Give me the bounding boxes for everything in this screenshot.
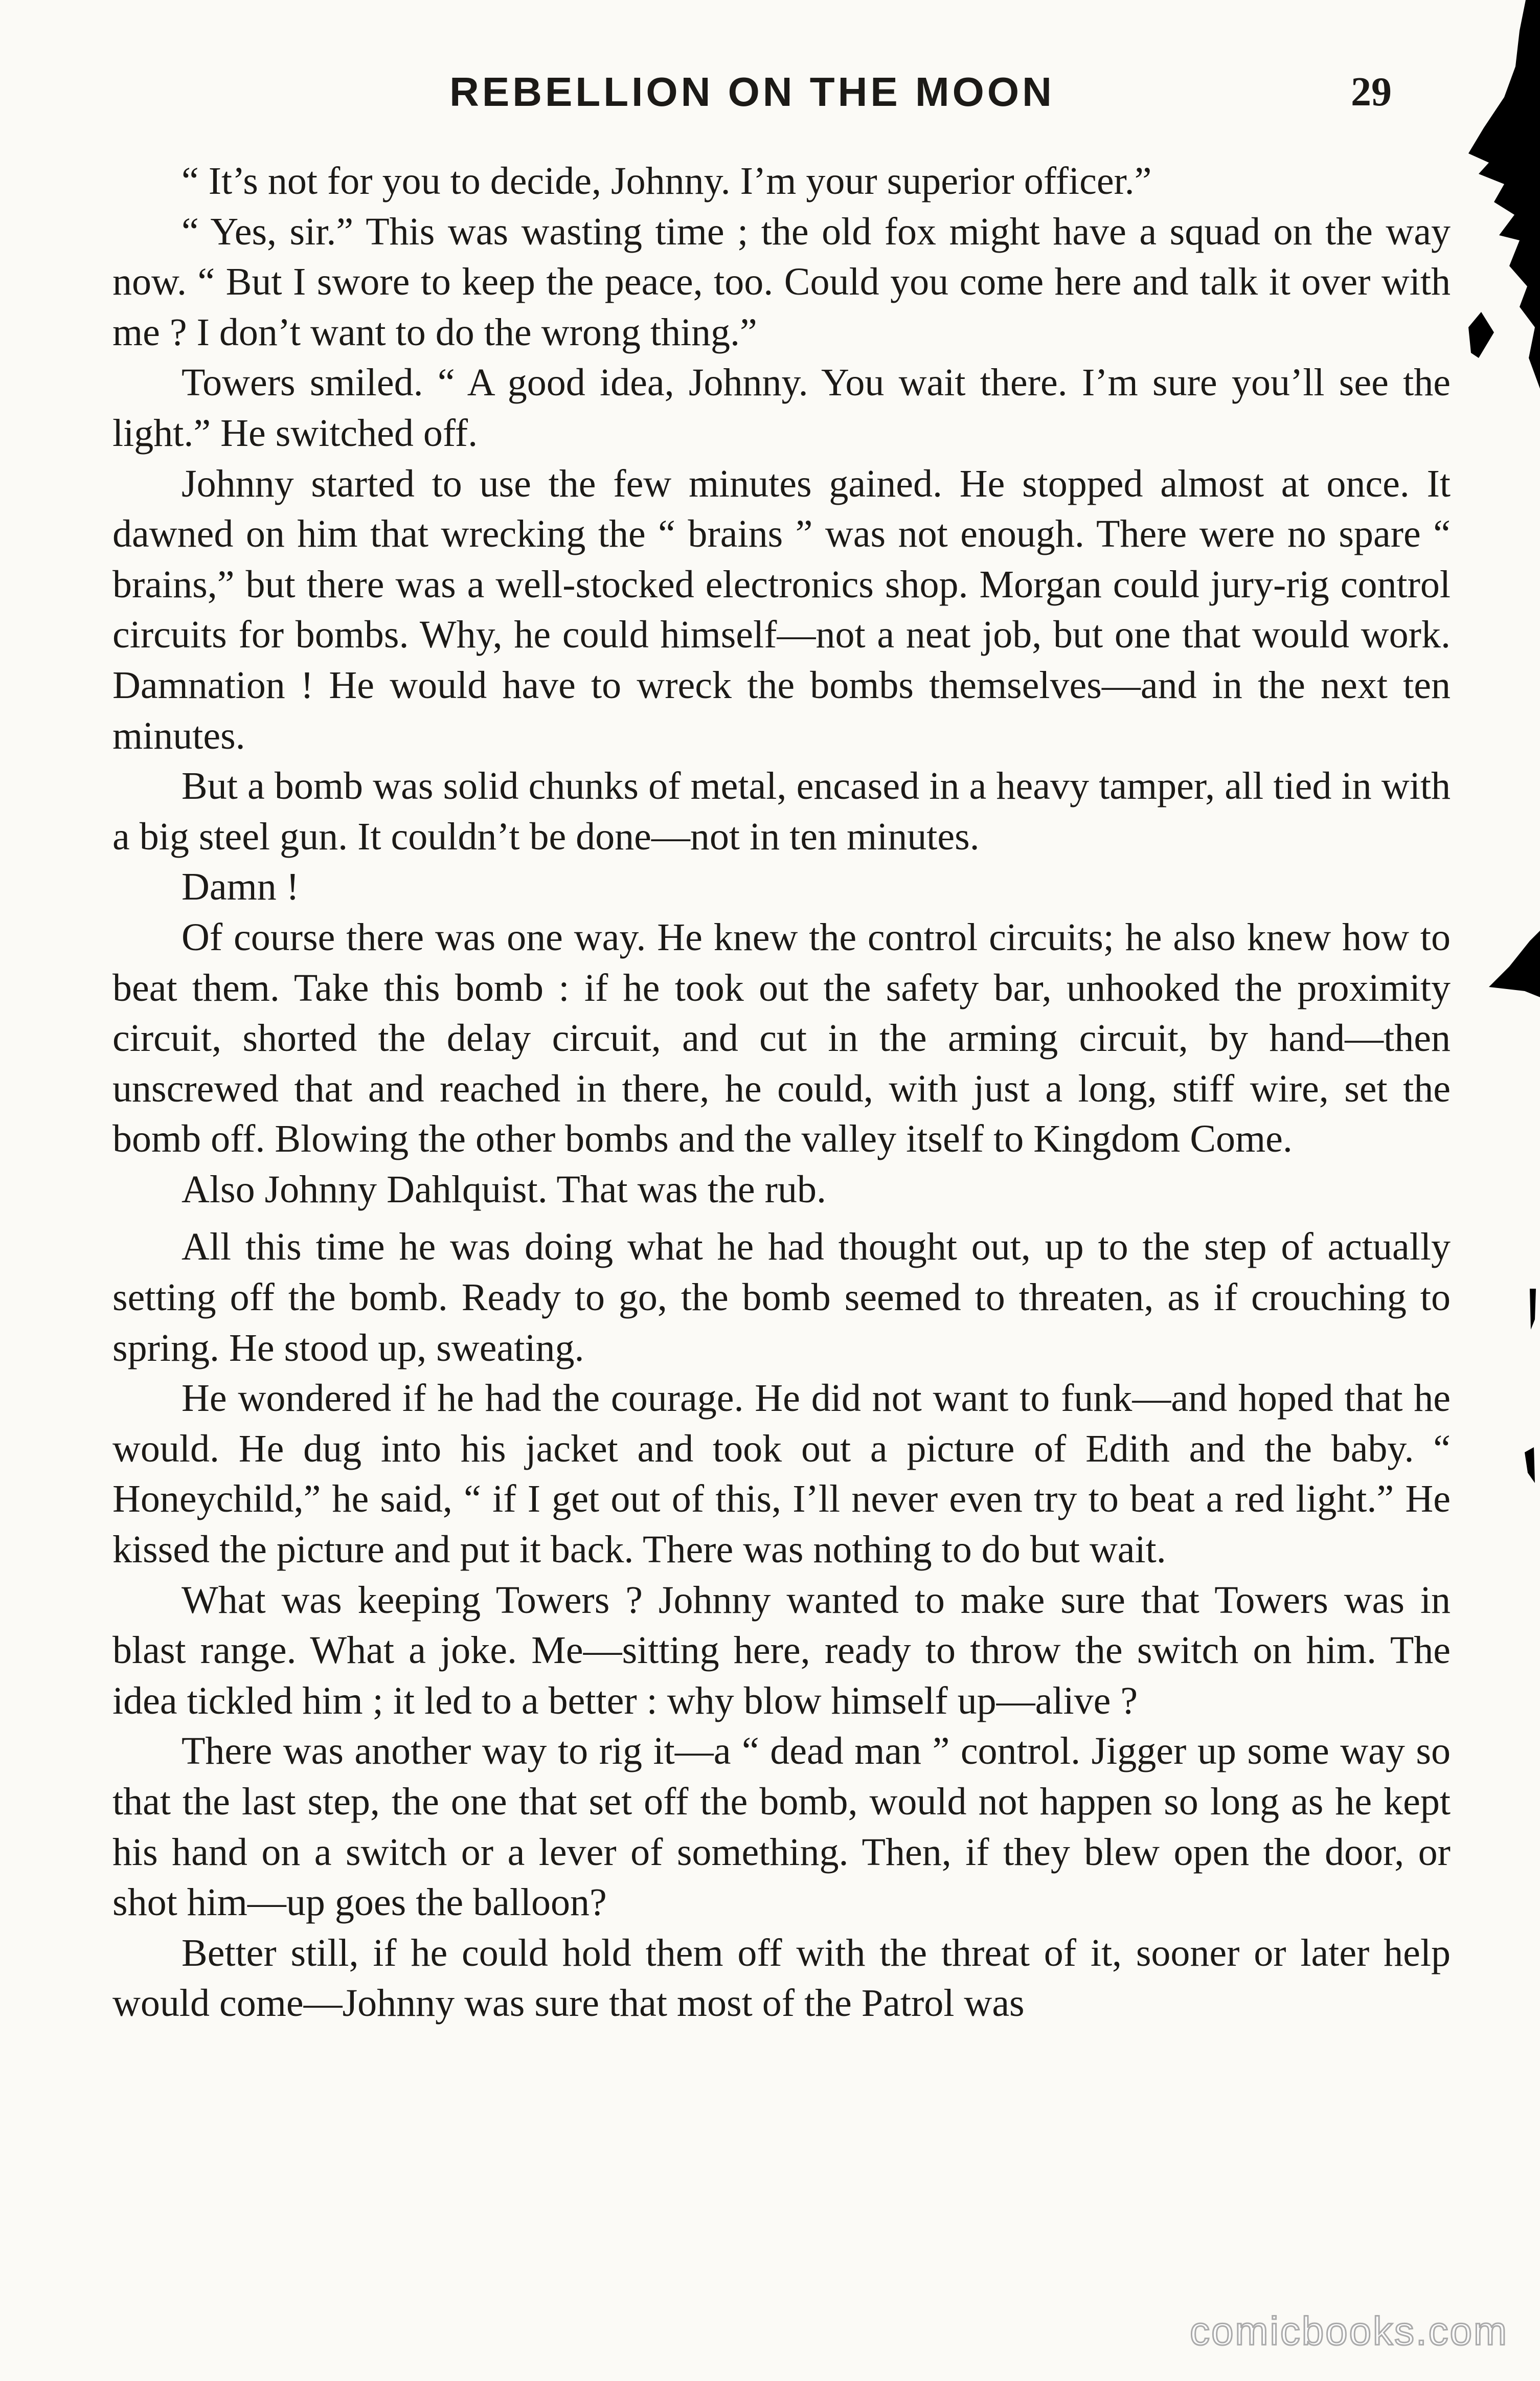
- paragraph: Johnny started to use the few minutes gained. He stopped almost at once. It dawned on him that wrecking the “ brains ” was not enough. There were no spare “ brains,” but there was a well-stocked electronics shop. Morgan could jury-rig control circuits for bombs. Why, he could himself—not a neat job, but one that would work. Damnation ! He would have to wreck the bombs themselves—and in the next ten minutes.: [112, 462, 1451, 757]
- paragraph: Better still, if he could hold them off with the threat of it, sooner or later help would come—Johnny was sure that most of the Patrol was: [112, 1931, 1451, 2025]
- paragraph: What was keeping Towers ? Johnny wanted to make sure that Towers was in blast range. What a joke. Me—sitting here, ready to throw the switch on him. The idea tickled him ; it led to a better : why blow himself up—alive ?: [112, 1578, 1451, 1722]
- paragraph: “ Yes, sir.” This was wasting time ; the old fox might have a squad on the way now. “ But I swore to keep the peace, too. Could you come here and talk it over with me ? I don’t want to do the wrong thing.”: [112, 210, 1451, 354]
- paragraph: He wondered if he had the courage. He did not want to funk—and hoped that he would. He dug into his jacket and took out a picture of Edith and the baby. “ Honeychild,” he said, “ if I get out of this, I’ll never even try to beat a red light.” He kissed the picture and put it back. There was nothing to do but wait.: [112, 1377, 1451, 1571]
- paragraph: But a bomb was solid chunks of metal, encased in a heavy tamper, all tied in with a big steel gun. It couldn’t be done—not in ten minutes.: [112, 765, 1451, 858]
- paragraph: Of course there was one way. He knew the control circuits; he also knew how to beat them. Take this bomb : if he took out the safety bar, unhooked the proximity circuit, shorted the delay circuit, and cut in the arming circuit, by hand—then unscrewed that and reached in there, he could, with just a long, stiff wire, set the bomb off. Blowing the other bombs and the valley itself to Kingdom Come.: [112, 915, 1451, 1161]
- paragraph: “ It’s not for you to decide, Johnny. I’m your superior officer.”: [182, 160, 1152, 203]
- running-title: REBELLION ON THE MOON: [449, 69, 1055, 115]
- paragraph: Damn !: [182, 865, 300, 909]
- watermark: comicbooks.com: [1190, 2308, 1508, 2353]
- torn-edge-middle: [1468, 931, 1540, 1084]
- body-text: [112, 156, 1451, 2029]
- torn-edge-top: [1468, 0, 1540, 389]
- paragraph: There was another way to rig it—a “ dead man ” control. Jigger up some way so that the last step, the one that set off the bomb, would not happen so long as he kept his hand on a switch or a lever of something. Then, if they blew open the door, or shot him—up goes the balloon?: [112, 1729, 1451, 1924]
- torn-edge-lower: [1509, 1289, 1540, 1503]
- running-header: [112, 64, 1392, 120]
- paragraph: Also Johnny Dahlquist. That was the rub.: [182, 1167, 826, 1211]
- page-number: 29: [1351, 70, 1392, 115]
- paragraph: Towers smiled. “ A good idea, Johnny. You wait there. I’m sure you’ll see the light.” He switched off.: [112, 361, 1451, 455]
- paragraph: All this time he was doing what he had thought out, up to the step of actually setting off the bomb. Ready to go, the bomb seemed to threaten, as if crouching to spring. He stood up, sweating.: [112, 1225, 1451, 1369]
